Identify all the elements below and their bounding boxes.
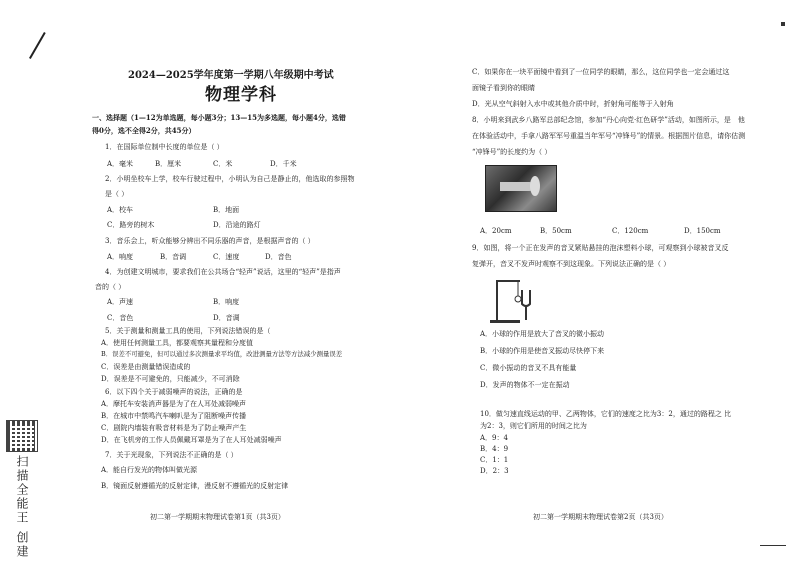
tuning-fork-diagram [488,270,558,325]
bugle-bell-icon [530,176,540,196]
question-10-line-2: 为2：3，则它们所用的时间之比为 [480,422,587,430]
question-8-line-1: 8．小明来到武乡八路军总部纪念馆，参加“丹心向党·红色研学”活动，如图所示，是 他 [472,116,745,124]
exam-title: 2024—2025学年度第一学期八年级期中考试 [128,70,334,81]
question-4-line-1: 4．为创建文明城市，要求我们在公共场合“轻声”说话，这里的“轻声”是指声 [105,268,341,276]
q5-option-c: C．误差是由测量错误造成的 [101,363,191,371]
question-4-line-2: 音的（ ） [95,283,126,291]
q4-option-b: B．响度 [213,298,240,306]
q3-option-c: C．速度 [213,253,240,261]
q1-option-d: D．千米 [270,160,297,168]
q7-option-c-line-2: 面镜子看到你的眼睛 [472,84,535,92]
q7-option-a: A．能自行发光的物体叫做光源 [101,466,198,474]
question-6: 6．以下四个关于减弱噪声的说法，正确的是 [105,388,243,396]
q6-option-c: C．剧院内墙装有吸音材料是为了防止噪声产生 [101,424,247,432]
question-10-line-1: 10．做匀速直线运动的甲、乙两物体，它们的速度之比为3：2，通过的路程之 比 [480,410,732,418]
question-8-line-3: “冲锋号”的长度约为（ ） [472,148,552,156]
question-9-line-2: 复弹开，音叉不发声时观察不到这现象。下列说法正确的是（ ） [472,260,671,268]
q5-option-a: A．使用任何测量工具，都要观察其量程和分度值 [101,339,254,347]
foam-ball-icon [515,296,521,302]
question-9-line-1: 9．如图，将一个正在发声的音叉紧贴悬挂的泡沫塑料小球，可观察到小球被音叉反 [472,244,729,252]
q8-option-d: D．150cm [684,227,721,235]
tuning-fork-handle [525,306,527,320]
q10-option-b: B．4：9 [480,445,509,453]
q3-option-b: B．音调 [160,253,187,261]
q9-option-b: B．小球的作用是使音叉振动尽快停下来 [480,347,605,355]
stand-arm [496,280,520,282]
q6-option-a: A．摩托车安装消声器是为了在人耳处减弱噪声 [101,400,247,408]
pen-mark [29,32,46,59]
instructions-line-1: 一、选择题（1—12为单选题，每小题3分；13—15为多选题，每小题4分，选错 [92,113,346,122]
tuning-fork-icon [522,290,530,306]
q4-option-d: D．音调 [213,314,240,322]
question-3: 3．音乐会上，听众能够分辨出不同乐器的声音，是根据声音的（ ） [105,237,315,245]
q5-option-d: D．误差是不可避免的，只能减少，不可消除 [101,375,240,383]
stand-pole [496,280,498,322]
q9-option-d: D．发声的物体不一定在振动 [480,381,570,389]
question-2-line-1: 2．小明坐校车上学，校车行驶过程中，小明认为自己是静止的，他选取的参照物 [105,175,355,183]
q2-option-d: D．沿途的路灯 [213,221,261,229]
stand-base [490,320,520,323]
q10-option-c: C．1：1 [480,456,509,464]
question-8-line-2: 在体验活动中，手拿八路军军号重温当年军号“冲锋号”的情景。根据图片信息，请你估测 [472,132,746,140]
q9-option-c: C．微小振动的音叉不具有能量 [480,364,577,372]
q8-option-c: C．120cm [612,227,649,235]
q10-option-a: A．9：4 [480,434,508,442]
page-1-footer: 初二第一学期期末物理试卷第1页（共3页） [150,513,285,521]
q7-option-c-line-1: C．如果你在一块平面镜中看到了一位同学的眼睛，那么，这位同学也一定会通过这 [472,68,730,76]
q2-option-a: A．校车 [107,206,134,214]
q6-option-d: D．在飞机旁的工作人员佩戴耳罩是为了在人耳处减弱噪声 [101,436,282,444]
q4-option-c: C．音色 [107,314,134,322]
question-7: 7．关于光现象，下列说法不正确的是（ ） [105,451,238,459]
bugle-photo [485,165,557,212]
q10-option-d: D．2：3 [480,467,509,475]
q8-option-b: B．50cm [540,227,572,235]
question-1: 1．在国际单位制中长度的单位是（ ） [105,143,224,151]
question-5: 5．关于测量和测量工具的使用，下列说法错误的是（ [105,327,271,335]
scan-line [760,545,786,546]
q1-option-a: A．毫米 [107,160,134,168]
qr-code-icon [6,420,38,452]
scan-dot [781,22,785,26]
q9-option-a: A．小球的作用是放大了音叉的微小振动 [480,330,605,338]
q1-option-c: C．米 [213,160,233,168]
q3-option-a: A．响度 [107,253,134,261]
q8-option-a: A．20cm [480,227,512,235]
q2-option-c: C．路旁的树木 [107,221,155,229]
scanner-watermark: 扫描全能王 创建 [15,455,29,559]
q1-option-b: B．厘米 [155,160,182,168]
question-2-line-2: 是（ ） [105,190,129,198]
q4-option-a: A．声速 [107,298,134,306]
q5-option-b: B．误差不可避免，但可以通过多次测量求平均值，改进测量方法等方法减少测量误差 [101,350,343,358]
subject-title: 物理学科 [205,85,277,105]
q2-option-b: B．地面 [213,206,240,214]
instructions-line-2: 得0分，选不全得2分，共45分） [92,126,196,135]
page-2-footer: 初二第一学期期末物理试卷第2页（共3页） [533,513,668,521]
q7-option-d: D．光从空气斜射入水中或其他介质中时，折射角可能等于入射角 [472,100,674,108]
q3-option-d: D．音色 [265,253,292,261]
bugle-icon [500,182,534,191]
q6-option-b: B．在城市中禁鸣汽车喇叭是为了阻断噪声传播 [101,412,247,420]
q7-option-b: B．镜面反射遵循光的反射定律，漫反射不遵循光的反射定律 [101,482,289,490]
